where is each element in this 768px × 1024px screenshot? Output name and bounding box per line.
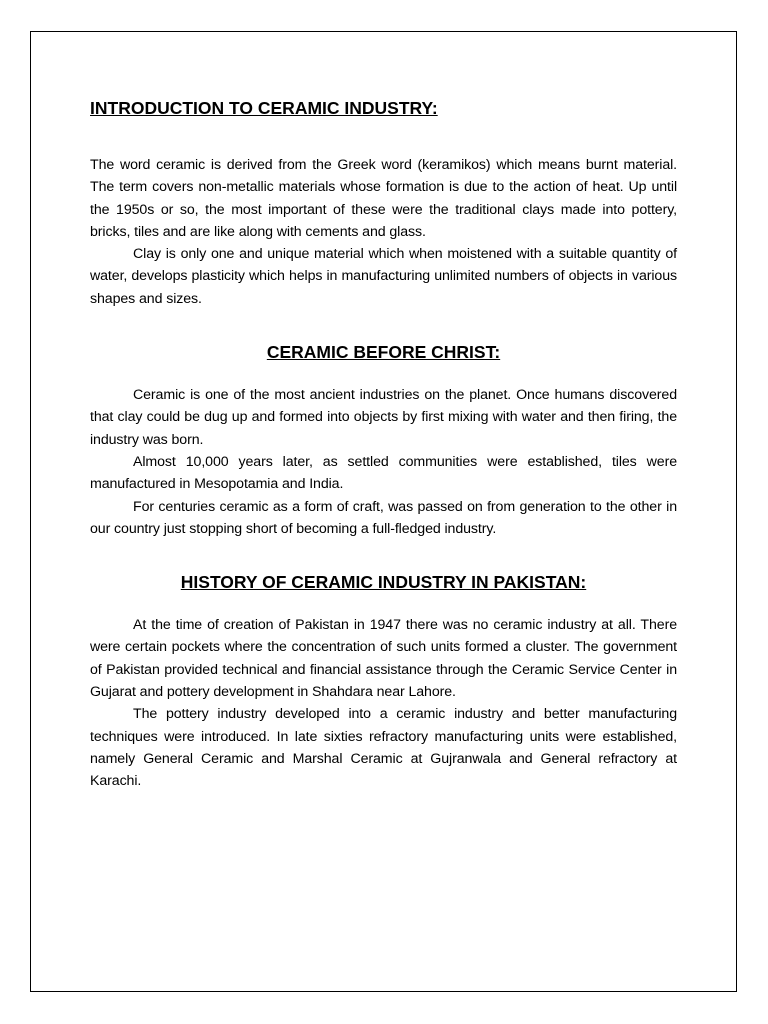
paragraph: Almost 10,000 years later, as settled communities were established, tiles were manufactured in Mesopotamia and India. [90,453,677,493]
paragraph: The word ceramic is derived from the Greek word (keramikos) which means burnt material. The term covers non-metallic materials whose formation is due to the action of heat. Up until the 1950s or so, the most important of these were the traditional clays made into pottery, bricks, tiles and are like along with cements and glass. [90,157,677,240]
paragraph: Ceramic is one of the most ancient industries on the planet. Once humans discovered that clay could be dug up and formed into objects by first mixing with water and then firing, the industry was born. [90,387,677,448]
paragraph: At the time of creation of Pakistan in 1947 there was no ceramic industry at all. There were certain pockets where the concentration of such units formed a cluster. The government of Pakistan provided technical and financial assistance through the Ceramic Service Center in Gujarat and pottery development in Shahdara near Lahore. [90,617,677,701]
section-heading-introduction: INTRODUCTION TO CERAMIC INDUSTRY: [90,98,438,118]
document-body [90,96,677,793]
section-heading-history-pakistan: HISTORY OF CERAMIC INDUSTRY IN PAKISTAN: [180,572,587,593]
paragraph: For centuries ceramic as a form of craft, was passed on from generation to the other in our country just stopping short of becoming a full-fledged industry. [90,498,677,537]
paragraph: Clay is only one and unique material which when moistened with a suitable quantity of water, develops plasticity which helps in manufacturing unlimited numbers of objects in various shapes and sizes. [90,246,677,307]
paragraph: The pottery industry developed into a ceramic industry and better manufacturing techniques were introduced. In late sixties refractory manufacturing units were established, namely General Ceramic and Marshal Ceramic at Gujranwala and General refractory at Karachi. [90,706,677,790]
section-heading-before-christ: CERAMIC BEFORE CHRIST: [266,342,501,363]
